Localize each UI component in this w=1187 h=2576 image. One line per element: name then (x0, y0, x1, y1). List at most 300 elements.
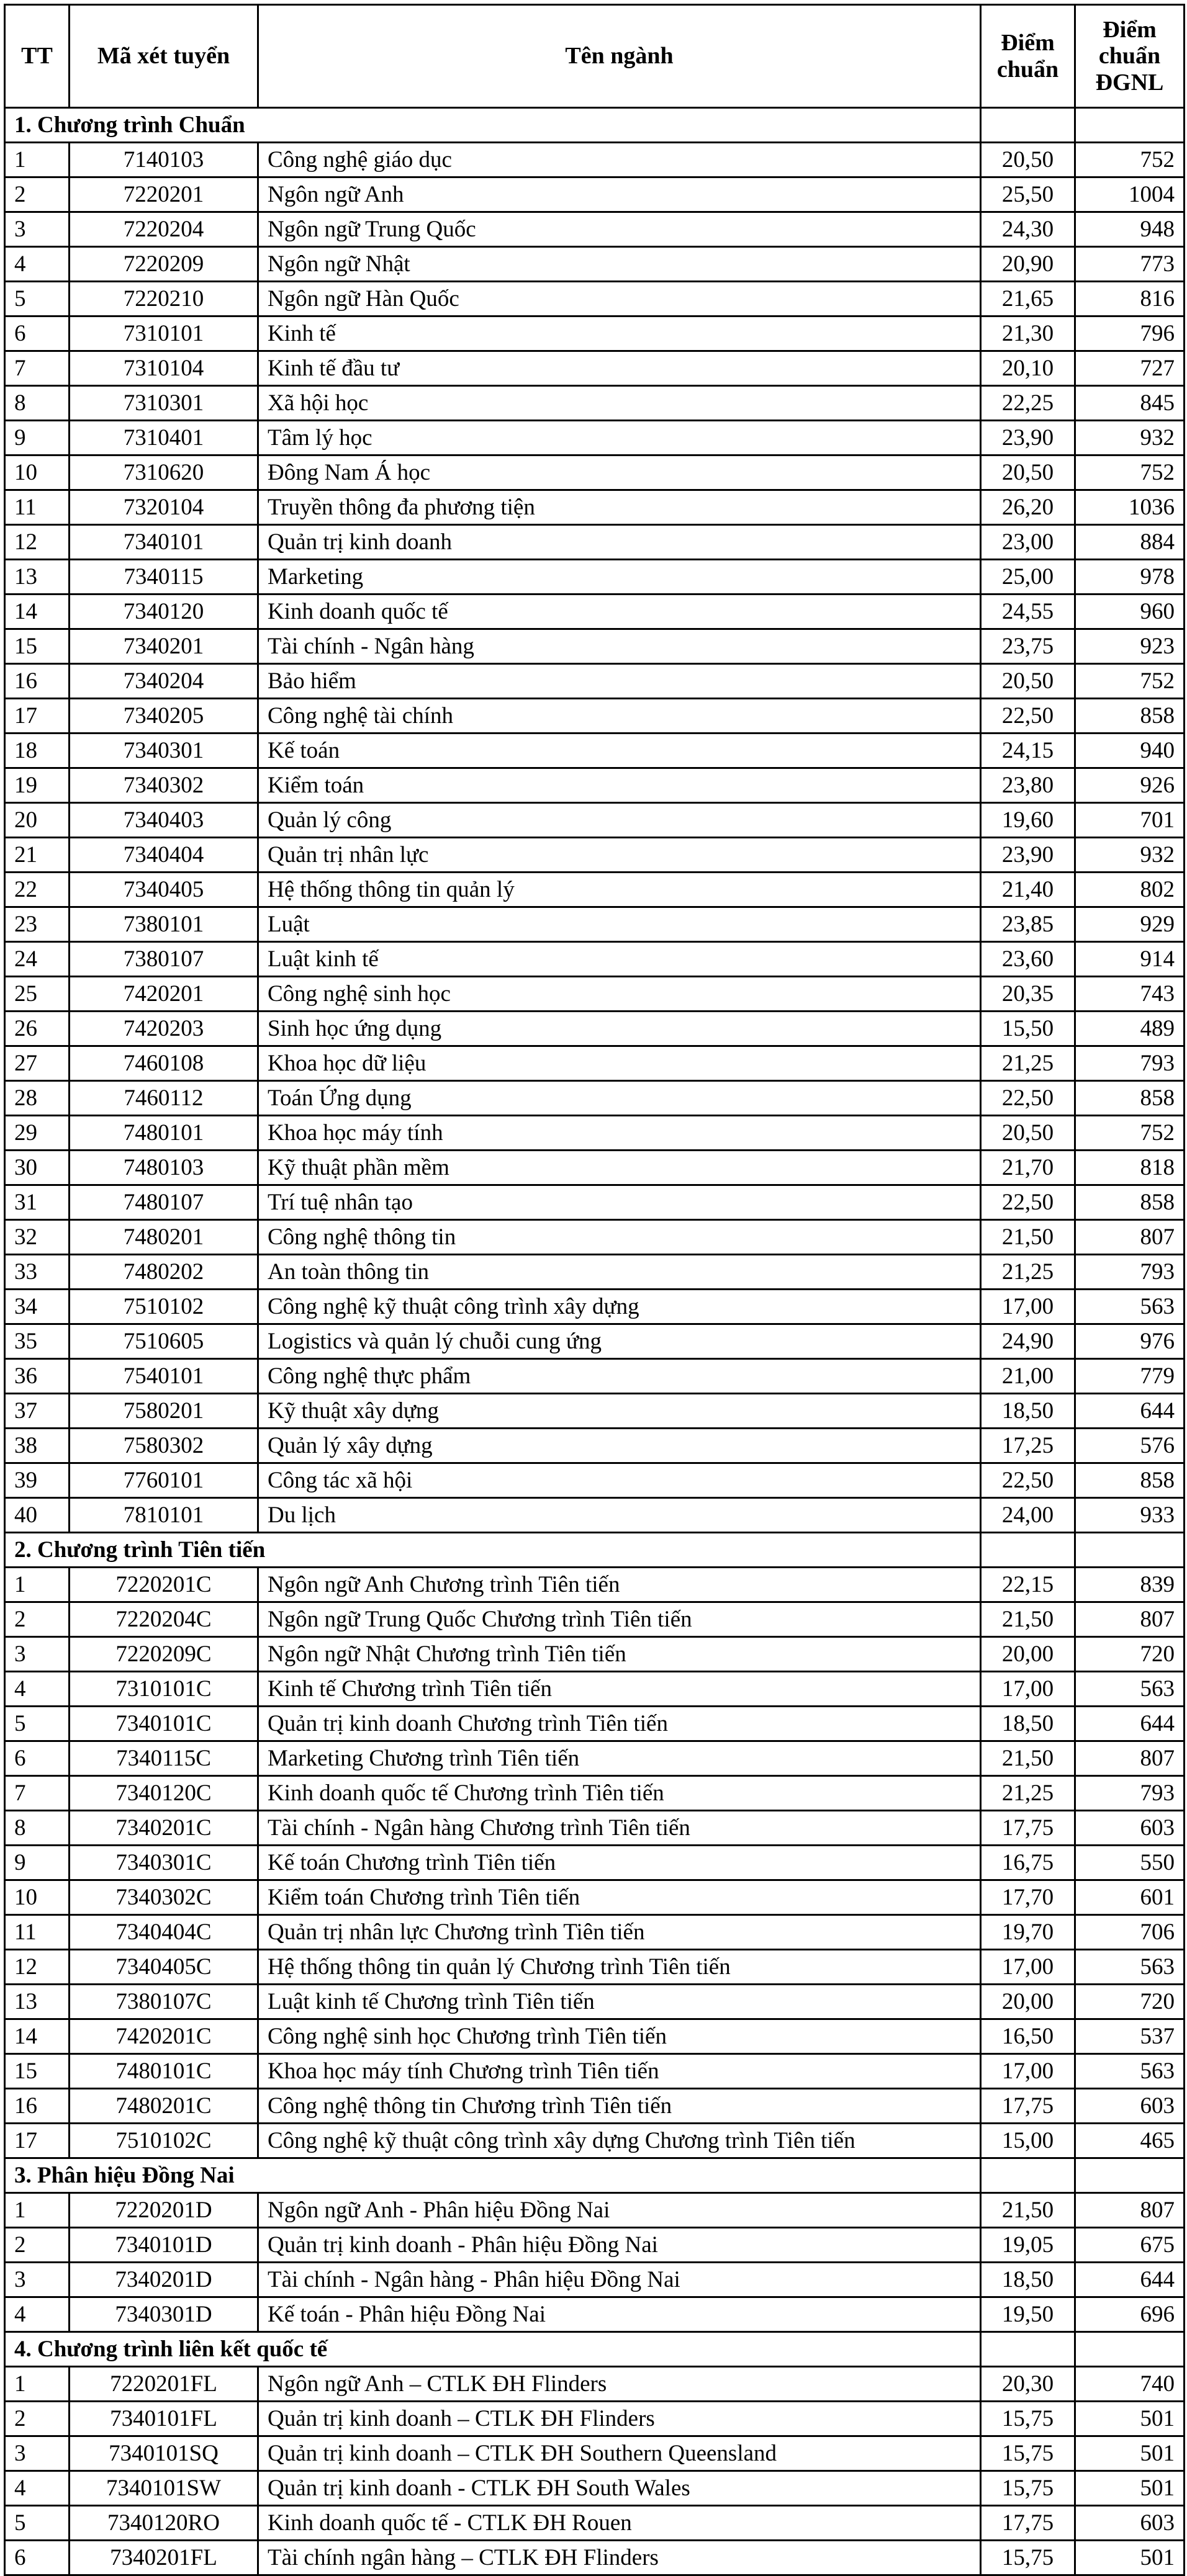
row-score: 18,50 (981, 1707, 1075, 1741)
table-body (5, 108, 1185, 2575)
row-number: 7 (5, 1776, 70, 1811)
row-major-name: Luật kinh tế (258, 942, 981, 977)
row-number: 3 (5, 212, 70, 247)
row-major-name: Quản trị kinh doanh – CTLK ĐH Flinders (258, 2402, 981, 2436)
row-code: 7510605 (70, 1324, 258, 1359)
row-score: 20,35 (981, 977, 1075, 1012)
row-number: 38 (5, 1429, 70, 1463)
row-dgnl-score: 779 (1075, 1359, 1185, 1394)
row-number: 15 (5, 2054, 70, 2089)
row-major-name: Khoa học máy tính (258, 1116, 981, 1151)
row-code: 7340120C (70, 1776, 258, 1811)
row-dgnl-score: 858 (1075, 1185, 1185, 1220)
row-dgnl-score: 563 (1075, 2054, 1185, 2089)
row-code: 7340115C (70, 1741, 258, 1776)
row-major-name: Kiểm toán Chương trình Tiên tiến (258, 1880, 981, 1915)
row-code: 7340302C (70, 1880, 258, 1915)
row-dgnl-score: 727 (1075, 351, 1185, 386)
row-number: 1 (5, 2193, 70, 2228)
row-dgnl-score: 793 (1075, 1046, 1185, 1081)
row-number: 4 (5, 247, 70, 282)
header-dgnl: Điểm chuẩn ĐGNL (1075, 5, 1185, 108)
row-major-name: Kinh tế (258, 316, 981, 351)
table-row (5, 2089, 1185, 2124)
row-major-name: Luật kinh tế Chương trình Tiên tiến (258, 1985, 981, 2019)
admission-score-table (4, 4, 1185, 2576)
row-code: 7340404 (70, 838, 258, 873)
row-score: 25,00 (981, 560, 1075, 595)
table-row (5, 803, 1185, 838)
row-dgnl-score: 720 (1075, 1637, 1185, 1672)
row-dgnl-score: 807 (1075, 1741, 1185, 1776)
row-score: 22,50 (981, 1463, 1075, 1498)
row-number: 6 (5, 1741, 70, 1776)
row-major-name: Tài chính - Ngân hàng - Phân hiệu Đồng Nai (258, 2263, 981, 2297)
table-row (5, 838, 1185, 873)
row-score: 17,75 (981, 2089, 1075, 2124)
row-score: 26,20 (981, 490, 1075, 525)
table-row (5, 1915, 1185, 1950)
row-score: 22,25 (981, 386, 1075, 421)
row-number: 9 (5, 421, 70, 456)
row-number: 3 (5, 1637, 70, 1672)
table-row (5, 316, 1185, 351)
table-row (5, 351, 1185, 386)
row-number: 28 (5, 1081, 70, 1116)
row-major-name: Luật (258, 907, 981, 942)
row-code: 7480101 (70, 1116, 258, 1151)
row-major-name: Đông Nam Á học (258, 456, 981, 490)
row-major-name: Kế toán (258, 734, 981, 768)
row-score: 21,50 (981, 1741, 1075, 1776)
section-empty-cell (981, 2158, 1075, 2193)
row-code: 7310401 (70, 421, 258, 456)
row-score: 19,05 (981, 2228, 1075, 2263)
row-score: 23,80 (981, 768, 1075, 803)
row-dgnl-score: 978 (1075, 560, 1185, 595)
row-score: 17,00 (981, 2054, 1075, 2089)
row-score: 24,30 (981, 212, 1075, 247)
row-score: 17,00 (981, 1672, 1075, 1707)
row-number: 9 (5, 1846, 70, 1880)
table-row (5, 1707, 1185, 1741)
row-score: 17,00 (981, 1950, 1075, 1985)
row-score: 20,30 (981, 2367, 1075, 2402)
row-score: 23,85 (981, 907, 1075, 942)
table-row (5, 2019, 1185, 2054)
row-major-name: Sinh học ứng dụng (258, 1012, 981, 1046)
row-dgnl-score: 929 (1075, 907, 1185, 942)
row-major-name: Ngôn ngữ Nhật Chương trình Tiên tiến (258, 1637, 981, 1672)
row-major-name: Quản lý xây dựng (258, 1429, 981, 1463)
row-code: 7340120RO (70, 2506, 258, 2541)
row-code: 7340204 (70, 664, 258, 699)
section-empty-cell (1075, 2158, 1185, 2193)
row-number: 14 (5, 2019, 70, 2054)
row-score: 15,50 (981, 1012, 1075, 1046)
row-number: 2 (5, 177, 70, 212)
row-code: 7220209 (70, 247, 258, 282)
row-code: 7480202 (70, 1255, 258, 1290)
row-score: 21,50 (981, 1602, 1075, 1637)
row-major-name: Công nghệ kỹ thuật công trình xây dựng (258, 1290, 981, 1324)
table-row (5, 1950, 1185, 1985)
row-major-name: Khoa học máy tính Chương trình Tiên tiến (258, 2054, 981, 2089)
row-code: 7310101C (70, 1672, 258, 1707)
row-major-name: Xã hội học (258, 386, 981, 421)
row-dgnl-score: 644 (1075, 1394, 1185, 1429)
row-dgnl-score: 603 (1075, 1811, 1185, 1846)
row-code: 7380101 (70, 907, 258, 942)
row-dgnl-score: 563 (1075, 1672, 1185, 1707)
row-number: 1 (5, 2367, 70, 2402)
row-dgnl-score: 933 (1075, 1498, 1185, 1533)
row-major-name: Quản trị nhân lực Chương trình Tiên tiến (258, 1915, 981, 1950)
row-code: 7340201D (70, 2263, 258, 2297)
section-empty-cell (981, 2332, 1075, 2367)
row-code: 7310301 (70, 386, 258, 421)
row-number: 5 (5, 1707, 70, 1741)
row-major-name: Công nghệ sinh học (258, 977, 981, 1012)
table-row (5, 560, 1185, 595)
row-score: 20,10 (981, 351, 1075, 386)
table-row (5, 2228, 1185, 2263)
table-row (5, 1637, 1185, 1672)
row-number: 29 (5, 1116, 70, 1151)
row-code: 7340205 (70, 699, 258, 734)
row-score: 18,50 (981, 1394, 1075, 1429)
row-major-name: Công nghệ thực phẩm (258, 1359, 981, 1394)
row-code: 7220209C (70, 1637, 258, 1672)
table-row (5, 2193, 1185, 2228)
row-major-name: Ngôn ngữ Anh - Phân hiệu Đồng Nai (258, 2193, 981, 2228)
row-number: 13 (5, 1985, 70, 2019)
row-code: 7480101C (70, 2054, 258, 2089)
row-code: 7340301 (70, 734, 258, 768)
row-major-name: Công nghệ sinh học Chương trình Tiên tiến (258, 2019, 981, 2054)
row-major-name: Kinh doanh quốc tế (258, 595, 981, 629)
row-dgnl-score: 563 (1075, 1290, 1185, 1324)
row-code: 7220201FL (70, 2367, 258, 2402)
row-code: 7340120 (70, 595, 258, 629)
row-score: 24,55 (981, 595, 1075, 629)
row-score: 17,75 (981, 2506, 1075, 2541)
row-number: 14 (5, 595, 70, 629)
table-row (5, 1151, 1185, 1185)
row-code: 7220201 (70, 177, 258, 212)
row-major-name: Ngôn ngữ Anh (258, 177, 981, 212)
row-dgnl-score: 858 (1075, 699, 1185, 734)
row-major-name: Hệ thống thông tin quản lý (258, 873, 981, 907)
row-number: 35 (5, 1324, 70, 1359)
row-score: 20,00 (981, 1637, 1075, 1672)
row-number: 17 (5, 2124, 70, 2158)
row-number: 26 (5, 1012, 70, 1046)
row-dgnl-score: 501 (1075, 2436, 1185, 2471)
table-row (5, 1290, 1185, 1324)
row-dgnl-score: 858 (1075, 1463, 1185, 1498)
section-header-row (5, 108, 1185, 143)
row-dgnl-score: 914 (1075, 942, 1185, 977)
section-title: 2. Chương trình Tiên tiến (5, 1533, 981, 1568)
section-empty-cell (1075, 108, 1185, 143)
table-row (5, 1985, 1185, 2019)
row-major-name: Marketing (258, 560, 981, 595)
row-major-name: Du lịch (258, 1498, 981, 1533)
row-score: 23,75 (981, 629, 1075, 664)
row-code: 7460108 (70, 1046, 258, 1081)
row-score: 21,30 (981, 316, 1075, 351)
section-header-row (5, 1533, 1185, 1568)
row-dgnl-score: 537 (1075, 2019, 1185, 2054)
row-number: 19 (5, 768, 70, 803)
row-score: 17,00 (981, 1290, 1075, 1324)
row-number: 33 (5, 1255, 70, 1290)
row-major-name: Tâm lý học (258, 421, 981, 456)
row-score: 21,25 (981, 1255, 1075, 1290)
table-row (5, 1672, 1185, 1707)
row-score: 24,90 (981, 1324, 1075, 1359)
row-code: 7310104 (70, 351, 258, 386)
row-number: 2 (5, 1602, 70, 1637)
table-row (5, 143, 1185, 177)
table-row (5, 2297, 1185, 2332)
row-major-name: Kinh doanh quốc tế Chương trình Tiên tiến (258, 1776, 981, 1811)
row-dgnl-score: 644 (1075, 2263, 1185, 2297)
row-dgnl-score: 940 (1075, 734, 1185, 768)
section-title: 1. Chương trình Chuẩn (5, 108, 981, 143)
row-major-name: Tài chính - Ngân hàng (258, 629, 981, 664)
row-score: 20,50 (981, 664, 1075, 699)
table-header-row (5, 5, 1185, 108)
row-code: 7810101 (70, 1498, 258, 1533)
row-number: 11 (5, 1915, 70, 1950)
row-score: 25,50 (981, 177, 1075, 212)
row-major-name: Kinh tế Chương trình Tiên tiến (258, 1672, 981, 1707)
row-score: 23,90 (981, 421, 1075, 456)
section-header-row (5, 2332, 1185, 2367)
row-number: 13 (5, 560, 70, 595)
row-number: 18 (5, 734, 70, 768)
table-row (5, 1429, 1185, 1463)
section-title: 3. Phân hiệu Đồng Nai (5, 2158, 981, 2193)
row-major-name: Ngôn ngữ Trung Quốc Chương trình Tiên tiến (258, 1602, 981, 1637)
row-number: 22 (5, 873, 70, 907)
row-number: 11 (5, 490, 70, 525)
row-code: 7540101 (70, 1359, 258, 1394)
row-major-name: Tài chính - Ngân hàng Chương trình Tiên tiến (258, 1811, 981, 1846)
row-score: 15,75 (981, 2436, 1075, 2471)
row-code: 7340403 (70, 803, 258, 838)
row-number: 6 (5, 2541, 70, 2575)
row-major-name: Hệ thống thông tin quản lý Chương trình Tiên tiến (258, 1950, 981, 1985)
table-row (5, 212, 1185, 247)
row-code: 7320104 (70, 490, 258, 525)
row-score: 22,50 (981, 1081, 1075, 1116)
row-code: 7420203 (70, 1012, 258, 1046)
table-row (5, 2367, 1185, 2402)
row-score: 21,40 (981, 873, 1075, 907)
row-dgnl-score: 932 (1075, 838, 1185, 873)
table-row (5, 595, 1185, 629)
table-row (5, 1324, 1185, 1359)
table-row (5, 977, 1185, 1012)
row-code: 7340101SW (70, 2471, 258, 2506)
row-score: 22,50 (981, 1185, 1075, 1220)
row-dgnl-score: 465 (1075, 2124, 1185, 2158)
row-major-name: Kiểm toán (258, 768, 981, 803)
row-score: 17,70 (981, 1880, 1075, 1915)
row-code: 7510102C (70, 2124, 258, 2158)
row-dgnl-score: 807 (1075, 1220, 1185, 1255)
row-major-name: Ngôn ngữ Anh – CTLK ĐH Flinders (258, 2367, 981, 2402)
row-score: 18,50 (981, 2263, 1075, 2297)
row-dgnl-score: 563 (1075, 1950, 1185, 1985)
row-major-name: Công nghệ thông tin Chương trình Tiên tiến (258, 2089, 981, 2124)
row-code: 7220204 (70, 212, 258, 247)
row-number: 4 (5, 2471, 70, 2506)
row-code: 7340101FL (70, 2402, 258, 2436)
row-score: 20,50 (981, 456, 1075, 490)
row-score: 21,25 (981, 1776, 1075, 1811)
row-number: 32 (5, 1220, 70, 1255)
row-dgnl-score: 796 (1075, 316, 1185, 351)
row-dgnl-score: 948 (1075, 212, 1185, 247)
row-code: 7380107C (70, 1985, 258, 2019)
admission-score-table-container (4, 4, 1183, 2570)
row-dgnl-score: 701 (1075, 803, 1185, 838)
row-number: 36 (5, 1359, 70, 1394)
row-major-name: Khoa học dữ liệu (258, 1046, 981, 1081)
row-code: 7420201 (70, 977, 258, 1012)
row-score: 24,15 (981, 734, 1075, 768)
row-major-name: Truyền thông đa phương tiện (258, 490, 981, 525)
row-code: 7480103 (70, 1151, 258, 1185)
row-major-name: Ngôn ngữ Trung Quốc (258, 212, 981, 247)
row-code: 7340201FL (70, 2541, 258, 2575)
row-major-name: Quản trị kinh doanh (258, 525, 981, 560)
table-row (5, 2054, 1185, 2089)
row-dgnl-score: 603 (1075, 2506, 1185, 2541)
row-score: 15,00 (981, 2124, 1075, 2158)
row-number: 4 (5, 2297, 70, 2332)
table-row (5, 1776, 1185, 1811)
row-major-name: Công nghệ tài chính (258, 699, 981, 734)
row-code: 7340101C (70, 1707, 258, 1741)
row-dgnl-score: 603 (1075, 2089, 1185, 2124)
row-dgnl-score: 501 (1075, 2402, 1185, 2436)
row-dgnl-score: 706 (1075, 1915, 1185, 1950)
row-code: 7340201C (70, 1811, 258, 1846)
row-number: 30 (5, 1151, 70, 1185)
table-row (5, 177, 1185, 212)
row-number: 25 (5, 977, 70, 1012)
row-code: 7220201C (70, 1568, 258, 1602)
table-row (5, 768, 1185, 803)
header-tt: TT (5, 5, 70, 108)
row-score: 20,90 (981, 247, 1075, 282)
row-major-name: Toán Ứng dụng (258, 1081, 981, 1116)
row-dgnl-score: 773 (1075, 247, 1185, 282)
row-dgnl-score: 550 (1075, 1846, 1185, 1880)
table-row (5, 2263, 1185, 2297)
row-major-name: Ngôn ngữ Anh Chương trình Tiên tiến (258, 1568, 981, 1602)
row-dgnl-score: 752 (1075, 143, 1185, 177)
row-dgnl-score: 675 (1075, 2228, 1185, 2263)
row-dgnl-score: 976 (1075, 1324, 1185, 1359)
table-row (5, 873, 1185, 907)
row-code: 7220204C (70, 1602, 258, 1637)
row-dgnl-score: 884 (1075, 525, 1185, 560)
row-number: 12 (5, 525, 70, 560)
row-major-name: Ngôn ngữ Hàn Quốc (258, 282, 981, 316)
row-number: 5 (5, 282, 70, 316)
row-code: 7480201C (70, 2089, 258, 2124)
row-major-name: Kỹ thuật xây dựng (258, 1394, 981, 1429)
row-code: 7340115 (70, 560, 258, 595)
row-number: 21 (5, 838, 70, 873)
row-dgnl-score: 501 (1075, 2541, 1185, 2575)
row-dgnl-score: 926 (1075, 768, 1185, 803)
row-dgnl-score: 816 (1075, 282, 1185, 316)
row-dgnl-score: 858 (1075, 1081, 1185, 1116)
table-row (5, 1811, 1185, 1846)
row-dgnl-score: 752 (1075, 456, 1185, 490)
row-dgnl-score: 752 (1075, 664, 1185, 699)
table-row (5, 734, 1185, 768)
row-dgnl-score: 807 (1075, 2193, 1185, 2228)
row-score: 21,00 (981, 1359, 1075, 1394)
row-major-name: Công tác xã hội (258, 1463, 981, 1498)
table-row (5, 1602, 1185, 1637)
row-major-name: An toàn thông tin (258, 1255, 981, 1290)
table-row (5, 1394, 1185, 1429)
row-number: 37 (5, 1394, 70, 1429)
row-score: 21,25 (981, 1046, 1075, 1081)
row-number: 1 (5, 143, 70, 177)
row-dgnl-score: 489 (1075, 1012, 1185, 1046)
header-score: Điểm chuẩn (981, 5, 1075, 108)
row-number: 1 (5, 1568, 70, 1602)
row-code: 7460112 (70, 1081, 258, 1116)
section-empty-cell (1075, 2332, 1185, 2367)
row-number: 10 (5, 1880, 70, 1915)
row-number: 7 (5, 351, 70, 386)
row-number: 3 (5, 2263, 70, 2297)
row-number: 24 (5, 942, 70, 977)
row-number: 10 (5, 456, 70, 490)
table-row (5, 1220, 1185, 1255)
row-number: 6 (5, 316, 70, 351)
table-row (5, 2506, 1185, 2541)
row-dgnl-score: 923 (1075, 629, 1185, 664)
row-number: 16 (5, 2089, 70, 2124)
row-dgnl-score: 960 (1075, 595, 1185, 629)
row-number: 5 (5, 2506, 70, 2541)
row-code: 7340405 (70, 873, 258, 907)
row-code: 7340405C (70, 1950, 258, 1985)
row-dgnl-score: 845 (1075, 386, 1185, 421)
row-score: 20,50 (981, 143, 1075, 177)
table-row (5, 1012, 1185, 1046)
row-major-name: Ngôn ngữ Nhật (258, 247, 981, 282)
row-major-name: Công nghệ thông tin (258, 1220, 981, 1255)
row-code: 7310620 (70, 456, 258, 490)
table-row (5, 1255, 1185, 1290)
table-row (5, 1081, 1185, 1116)
row-score: 16,75 (981, 1846, 1075, 1880)
row-number: 39 (5, 1463, 70, 1498)
